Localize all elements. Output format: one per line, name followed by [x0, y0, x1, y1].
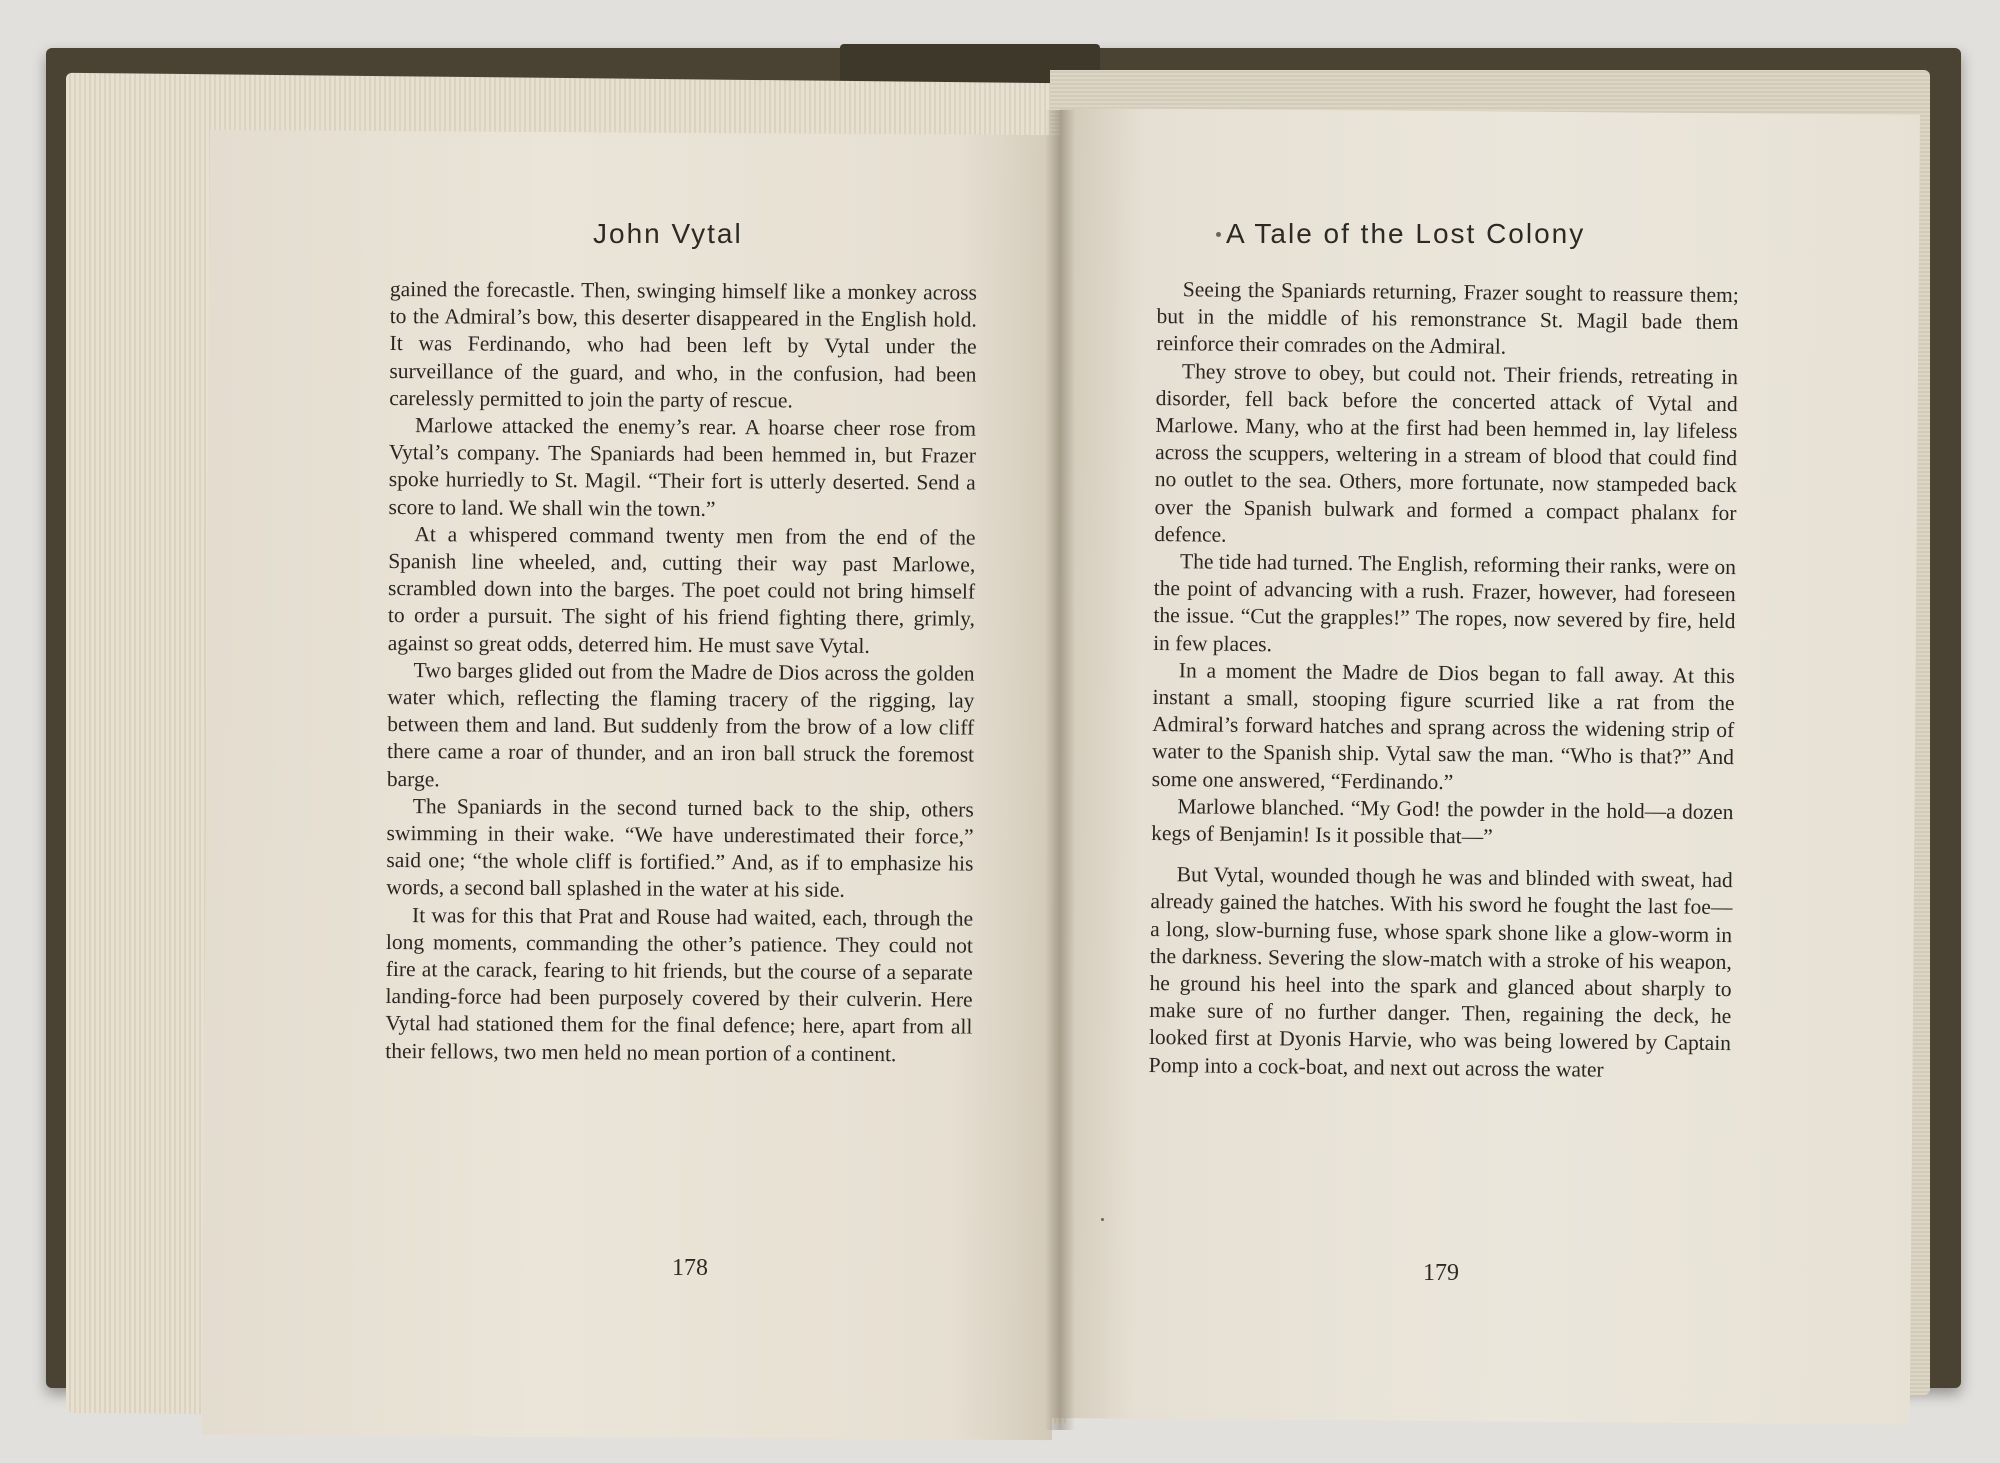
left-text-column	[385, 276, 977, 1068]
paragraph: Two barges glided out from the Madre de Dios across the golden water which, reflecting the flaming tracery of the rigging, lay between them and land. But suddenly from the brow of a low cliff there came a roar of thunder, and an iron ball struck the foremost barge.	[386, 657, 975, 791]
left-running-head: John Vytal	[593, 218, 743, 249]
paragraph: At a whispered command twenty men from the end of the Spanish line wheeled, and, cutting their way past Marlowe, scrambled down into the barges. The poet could not bring himself to order a pursuit. The sight of his friend fighting there, grimly, against so great odds, deterred him. He must save Vytal.	[387, 521, 976, 658]
right-running-head: A Tale of the Lost Colony	[1226, 218, 1586, 249]
paragraph: They strove to obey, but could not. Their friends, retreating in disorder, fell back before the concerted attack of Vytal and Marlowe. Many, who at the first had been hemmed in, lay lifeless across the scuppers, weltering in a stream of blood that could find no outlet to the sea. Others, more fortunate, now stampeded back over the Spanish bulwark and formed a compact phalanx for defence.	[1154, 358, 1739, 547]
ink-spot	[1101, 1218, 1104, 1221]
paragraph: The Spaniards in the second turned back to the ship, others swimming in their wake. “We have underestimated their force,” said one; “the whole cliff is fortified.” And, as if to emphasize his words, a second ball splashed in the water at his side.	[386, 794, 974, 903]
ink-spot	[1216, 232, 1221, 237]
left-page-number: 178	[672, 1255, 708, 1281]
paragraph: Seeing the Spaniards returning, Frazer sought to reassure them; but in the middle of his remonstrance St. Magil bade them reinforce their comrades on the Admiral.	[1156, 277, 1739, 360]
paragraph: Marlowe attacked the enemy’s rear. A hoarse cheer rose from Vytal’s company. The Spaniards had been hemmed in, but Frazer spoke hurriedly to St. Magil. “Their fort is utterly deserted. Send a score to land. We shall win the town.”	[388, 413, 977, 521]
right-page-number: 179	[1423, 1260, 1459, 1286]
paragraph: Marlowe blanched. “My God! the powder in the hold—a dozen kegs of Benjamin! Is it possible that—”	[1151, 794, 1734, 849]
paragraph: But Vytal, wounded though he was and blinded with sweat, had already gained the hatches. With his sword he fought the last foe—a long, slow-burning fuse, whose spark shone like a glow-worm in the darkness. Severing the slow-match with a stroke of his weapon, he ground his heel into the spark and glanced about sharply to make sure of no further danger. Then, regaining the deck, he looked first at Dyonis Harvie, who was being lowered by Captain Pomp into a cock-boat, and next out across the water	[1148, 862, 1733, 1082]
right-text-column	[1149, 276, 1739, 1085]
book-gutter	[1045, 110, 1075, 1430]
paragraph: gained the forecastle. Then, swinging himself like a monkey across to the Admiral’s bow, this deserter disappeared in the English hold. It was Ferdinando, who had been left by Vytal under the surveillance of the guard, and who, in the confusion, had been carelessly permitted to join the party of rescue.	[389, 276, 977, 413]
paragraph: It was for this that Prat and Rouse had waited, each, through the long moments, commanding the other’s patience. They could not fire at the carack, fearing to hit friends, but the course of a separate landing-force had been purposely covered by their culverin. Here Vytal had stationed them for the final defence; here, apart from all their fellows, two men held no mean portion of a continent.	[385, 902, 974, 1066]
paragraph: In a moment the Madre de Dios began to fall away. At this instant a small, stooping figure scurried like a rat from the Admiral’s forward hatches and sprang across the widening strip of water to the Spanish ship. Vytal saw the man. “Who is that?” And some one answered, “Ferdinando.”	[1151, 658, 1735, 794]
paragraph: The tide had turned. The English, reforming their ranks, were on the point of advancing with a rush. Frazer, however, had foreseen the issue. “Cut the grapples!” The ropes, now severed by fire, held in few places.	[1153, 549, 1737, 656]
